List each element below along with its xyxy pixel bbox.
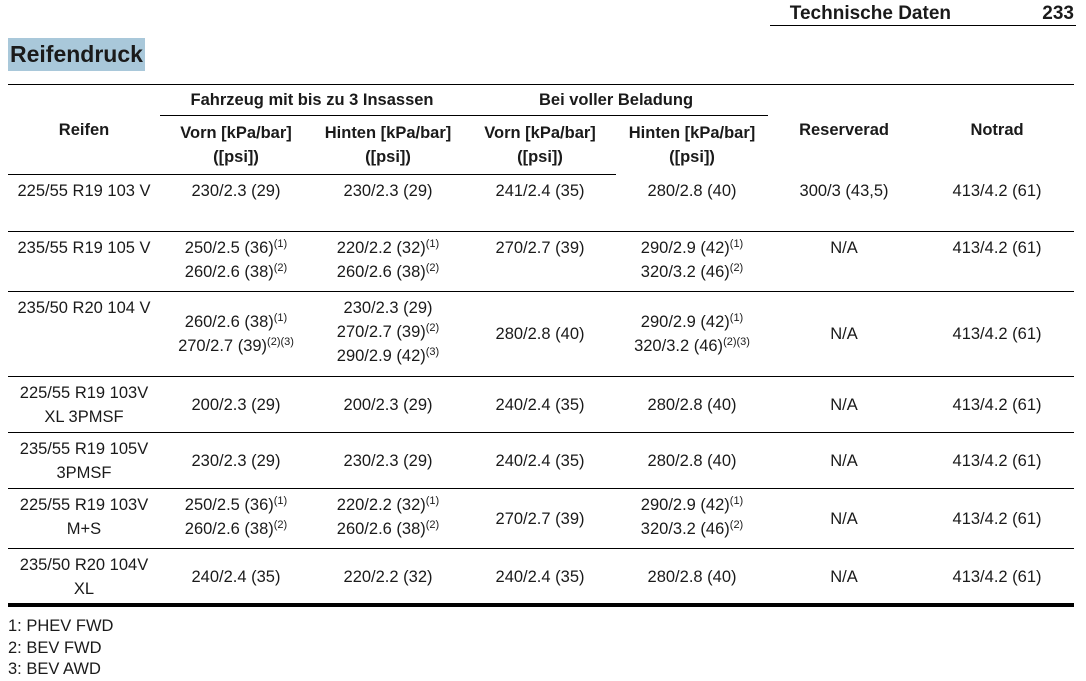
footnote-ref: (2) — [425, 519, 440, 531]
cell-full-front: 270/2.7 (39) — [464, 232, 616, 292]
table-row — [8, 292, 1074, 377]
cell-full-rear: 280/2.8 (40) — [647, 181, 737, 200]
cell-spare: N/A — [768, 433, 920, 489]
footnote-ref: (1) — [425, 238, 440, 250]
cell-tire: 235/55 R19 105 V — [8, 232, 160, 292]
footnote-ref: (1) — [729, 495, 744, 507]
cell-tire: 225/55 R19 103V M+S — [8, 489, 160, 549]
footnote-ref: (2) — [425, 322, 440, 334]
cell-spare: 300/3 (43,5) — [799, 181, 889, 200]
header-full-front: Vorn [kPa/bar] ([psi]) — [484, 124, 596, 166]
cell-spare: N/A — [768, 489, 920, 549]
cell-tire: 235/50 R20 104V XL — [8, 549, 160, 605]
table-row — [8, 175, 1074, 232]
cell-full-rear — [616, 232, 768, 292]
cell-front — [160, 489, 312, 549]
cell-tire: 235/50 R20 104 V — [8, 292, 160, 377]
footnote-ref: (2) — [729, 519, 744, 531]
cell-front: 240/2.4 (35) — [160, 549, 312, 605]
value: 320/3.2 (46) — [640, 263, 730, 281]
footnote-ref: (2) — [273, 519, 288, 531]
footnote-ref: (1) — [273, 312, 288, 324]
table-row — [8, 377, 1074, 433]
header-group-3-occupants: Fahrzeug mit bis zu 3 Insassen — [160, 85, 464, 116]
cell-emergency: 413/4.2 (61) — [920, 377, 1074, 433]
header-tire: Reifen — [8, 85, 160, 175]
table-bottom-rule — [8, 603, 1074, 607]
footnote-ref: (1) — [729, 312, 744, 324]
cell-tire: 235/55 R19 105V 3PMSF — [8, 433, 160, 489]
value: 290/2.9 (42) — [640, 496, 730, 514]
cell-full-front: 240/2.4 (35) — [464, 377, 616, 433]
value: 290/2.9 (42) — [640, 239, 730, 257]
header-front: Vorn [kPa/bar] ([psi]) — [180, 124, 292, 166]
cell-full-rear: 280/2.8 (40) — [616, 549, 768, 605]
header-emergency: Notrad — [920, 85, 1074, 175]
cell-spare: N/A — [768, 549, 920, 605]
cell-spare: N/A — [768, 232, 920, 292]
value: 250/2.5 (36) — [184, 496, 274, 514]
value: 260/2.6 (38) — [184, 313, 274, 331]
footnote-ref: (1) — [729, 238, 744, 250]
cell-emergency: 413/4.2 (61) — [920, 232, 1074, 292]
cell-front — [160, 292, 312, 377]
footnote-ref: (2) — [729, 262, 744, 274]
cell-full-rear — [616, 489, 768, 549]
cell-full-front: 240/2.4 (35) — [464, 549, 616, 605]
value: 260/2.6 (38) — [184, 263, 274, 281]
value: 290/2.9 (42) — [336, 347, 426, 365]
footnote: 2: BEV FWD — [8, 638, 102, 657]
value: 270/2.7 (39) — [336, 323, 426, 341]
value: 260/2.6 (38) — [336, 263, 426, 281]
cell-emergency: 413/4.2 (61) — [920, 489, 1074, 549]
cell-rear — [312, 489, 464, 549]
footnote-ref: (2) — [425, 262, 440, 274]
footnote-ref: (1) — [273, 238, 288, 250]
cell-full-rear: 280/2.8 (40) — [616, 377, 768, 433]
cell-full-front: 241/2.4 (35) — [464, 175, 616, 232]
value: 230/2.3 (29) — [343, 299, 433, 317]
value: 220/2.2 (32) — [336, 239, 426, 257]
value: 320/3.2 (46) — [634, 337, 724, 355]
table-row — [8, 489, 1074, 549]
footnote-ref: (1) — [273, 495, 288, 507]
value: 290/2.9 (42) — [640, 313, 730, 331]
cell-rear: 200/2.3 (29) — [312, 377, 464, 433]
cell-full-front: 280/2.8 (40) — [464, 292, 616, 377]
page-header — [0, 0, 1086, 27]
cell-emergency: 413/4.2 (61) — [920, 433, 1074, 489]
footnote: 1: PHEV FWD — [8, 617, 114, 635]
cell-rear: 220/2.2 (32) — [312, 549, 464, 605]
cell-emergency: 413/4.2 (61) — [920, 549, 1074, 605]
tire-pressure-table — [8, 84, 1074, 605]
cell-spare: N/A — [768, 292, 920, 377]
section-title: Technische Daten — [789, 3, 951, 24]
cell-front: 230/2.3 (29) — [160, 433, 312, 489]
cell-front: 230/2.3 (29) — [160, 175, 312, 232]
cell-full-rear: 280/2.8 (40) — [616, 433, 768, 489]
footnote-ref: (3) — [425, 346, 440, 358]
header-rear: Hinten [kPa/bar] ([psi]) — [324, 124, 452, 166]
value: 260/2.6 (38) — [184, 520, 274, 538]
cell-emergency: 413/4.2 (61) — [920, 292, 1074, 377]
table-row — [8, 549, 1074, 605]
cell-spare: N/A — [768, 377, 920, 433]
footnote: 3: BEV AWD — [8, 660, 101, 678]
footnote-ref: (2)(3) — [723, 336, 750, 348]
value: 250/2.5 (36) — [184, 239, 274, 257]
cell-tire: 225/55 R19 103V XL 3PMSF — [8, 377, 160, 433]
cell-full-front: 270/2.7 (39) — [464, 489, 616, 549]
header-spare: Reserverad — [768, 85, 920, 175]
footnote-ref: (1) — [425, 495, 440, 507]
cell-rear — [312, 232, 464, 292]
cell-front — [160, 232, 312, 292]
cell-rear — [312, 292, 464, 377]
cell-rear: 230/2.3 (29) — [312, 433, 464, 489]
page-number: 233 — [1042, 3, 1074, 24]
header-rule — [770, 25, 1076, 26]
cell-full-front: 240/2.4 (35) — [464, 433, 616, 489]
header-full-rear: Hinten [kPa/bar] ([psi]) — [628, 124, 756, 167]
cell-full-rear — [616, 292, 768, 377]
cell-rear: 230/2.3 (29) — [312, 175, 464, 232]
footnote-ref: (2) — [273, 262, 288, 274]
cell-emergency: 413/4.2 (61) — [952, 181, 1042, 200]
footnotes — [8, 616, 113, 681]
page-title: Reifendruck — [8, 38, 145, 71]
cell-tire: 225/55 R19 103 V — [8, 175, 160, 232]
value: 220/2.2 (32) — [336, 496, 426, 514]
value: 320/3.2 (46) — [640, 520, 730, 538]
value: 270/2.7 (39) — [178, 337, 268, 355]
cell-front: 200/2.3 (29) — [160, 377, 312, 433]
table-row — [8, 232, 1074, 292]
table-row — [8, 433, 1074, 489]
footnote-ref: (2)(3) — [267, 336, 294, 348]
value: 260/2.6 (38) — [336, 520, 426, 538]
header-group-full-load: Bei voller Beladung — [464, 85, 768, 116]
